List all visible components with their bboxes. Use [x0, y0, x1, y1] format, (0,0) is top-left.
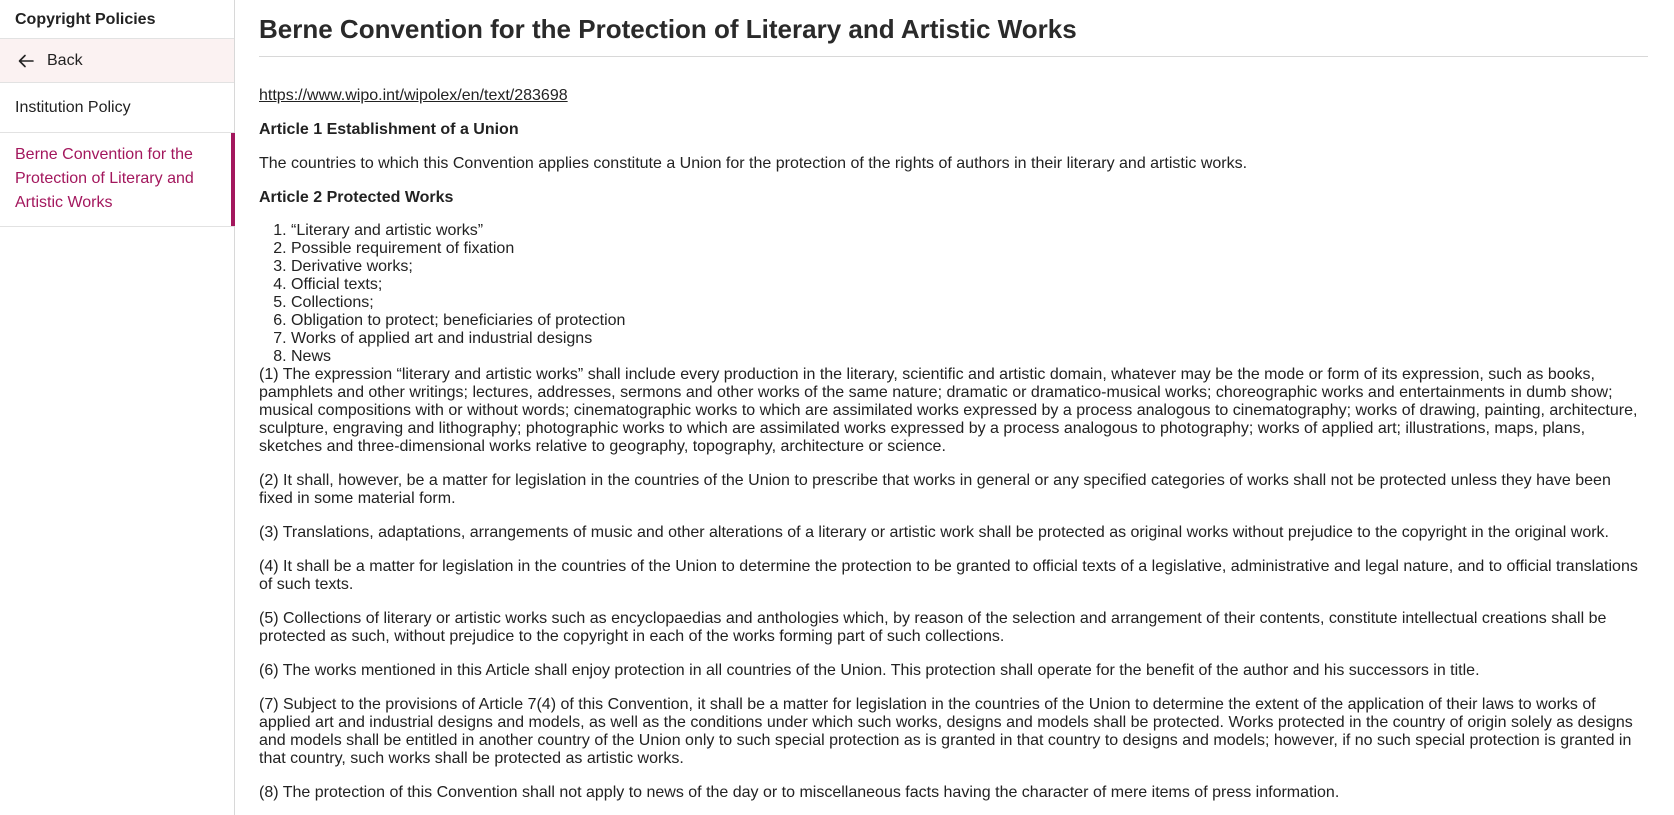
- list-item: 6. Obligation to protect; beneficiaries of protection: [291, 312, 1648, 330]
- article-1-heading: Article 1 Establishment of a Union: [259, 121, 519, 138]
- article-2-list: [259, 222, 1648, 366]
- clause-paragraph: (7) Subject to the provisions of Article 7(4) of this Convention, it shall be a matter for legislation in the countries of the Union to determine the extent of the application of their laws to works of applied art and industrial designs and models, as well as the conditions under which such works, designs and models shall be protected. Works protected in the country of origin solely as designs and models shall be entitled in another country of the Union only to such special protection as is granted in that country to designs and models; however, if no such special protection is granted in that country, such works shall be protected as artistic works.: [259, 696, 1633, 767]
- list-item: 8. News: [291, 348, 1648, 366]
- main-content: [235, 0, 1674, 815]
- list-item: 1. “Literary and artistic works”: [291, 222, 1648, 240]
- source-link[interactable]: https://www.wipo.int/wipolex/en/text/283698: [259, 87, 568, 104]
- list-item: 5. Collections;: [291, 294, 1648, 312]
- clause-paragraph: (6) The works mentioned in this Article shall enjoy protection in all countries of the Union. This protection shall operate for the benefit of the author and his successors in title.: [259, 662, 1480, 679]
- clause-paragraph: (1) The expression “literary and artistic works” shall include every production in the literary, scientific and artistic domain, whatever may be the mode or form of its expression, such as books, pamphlets and other writings; lectures, addresses, sermons and other works of the same nature; dramatic or dramatico-musical works; choreographic works and entertainments in dumb show; musical compositions with or without words; cinematographic works to which are assimilated works expressed by a process analogous to cinematography; works of drawing, painting, architecture, sculpture, engraving and lithography; photographic works to which are assimilated works expressed by a process analogous to photography; works of applied art; illustrations, maps, plans, sketches and three-dimensional works relative to geography, topography, architecture or science.: [259, 366, 1638, 455]
- article-2-heading: Article 2 Protected Works: [259, 189, 454, 206]
- clause-paragraph: (3) Translations, adaptations, arrangements of music and other alterations of a literary or artistic work shall be protected as original works without prejudice to the copyright in the original work.: [259, 524, 1609, 541]
- sidebar-title: Copyright Policies: [0, 0, 234, 39]
- sidebar-item-institution-policy[interactable]: Institution Policy: [0, 83, 234, 133]
- clause-paragraph: (5) Collections of literary or artistic works such as encyclopaedias and anthologies which, by reason of the selection and arrangement of their contents, constitute intellectual creations shall be protected as such, without prejudice to the copyright in each of the works forming part of such collections.: [259, 610, 1607, 645]
- back-button[interactable]: [0, 39, 234, 83]
- page-title: Berne Convention for the Protection of Literary and Artistic Works: [259, 0, 1648, 57]
- back-label: Back: [47, 51, 83, 69]
- arrow-left-icon: [18, 54, 34, 68]
- clause-paragraph: (8) The protection of this Convention shall not apply to news of the day or to miscellaneous facts having the character of mere items of press information.: [259, 784, 1340, 801]
- clause-paragraph: (4) It shall be a matter for legislation in the countries of the Union to determine the protection to be granted to official texts of a legislative, administrative and legal nature, and to official translations of such texts.: [259, 558, 1638, 593]
- list-item: 2. Possible requirement of fixation: [291, 240, 1648, 258]
- article-1-text: The countries to which this Convention applies constitute a Union for the protection of the rights of authors in their literary and artistic works.: [259, 155, 1248, 172]
- sidebar-item-berne-convention[interactable]: Berne Convention for the Protection of Literary and Artistic Works: [0, 133, 234, 227]
- list-item: 7. Works of applied art and industrial designs: [291, 330, 1648, 348]
- list-item: 3. Derivative works;: [291, 258, 1648, 276]
- list-item: 4. Official texts;: [291, 276, 1648, 294]
- article-2-clauses: [259, 366, 1648, 802]
- clause-paragraph: (2) It shall, however, be a matter for legislation in the countries of the Union to prescribe that works in general or any specified categories of works shall not be protected unless they have been fixed in some material form.: [259, 472, 1611, 507]
- sidebar: [0, 0, 235, 815]
